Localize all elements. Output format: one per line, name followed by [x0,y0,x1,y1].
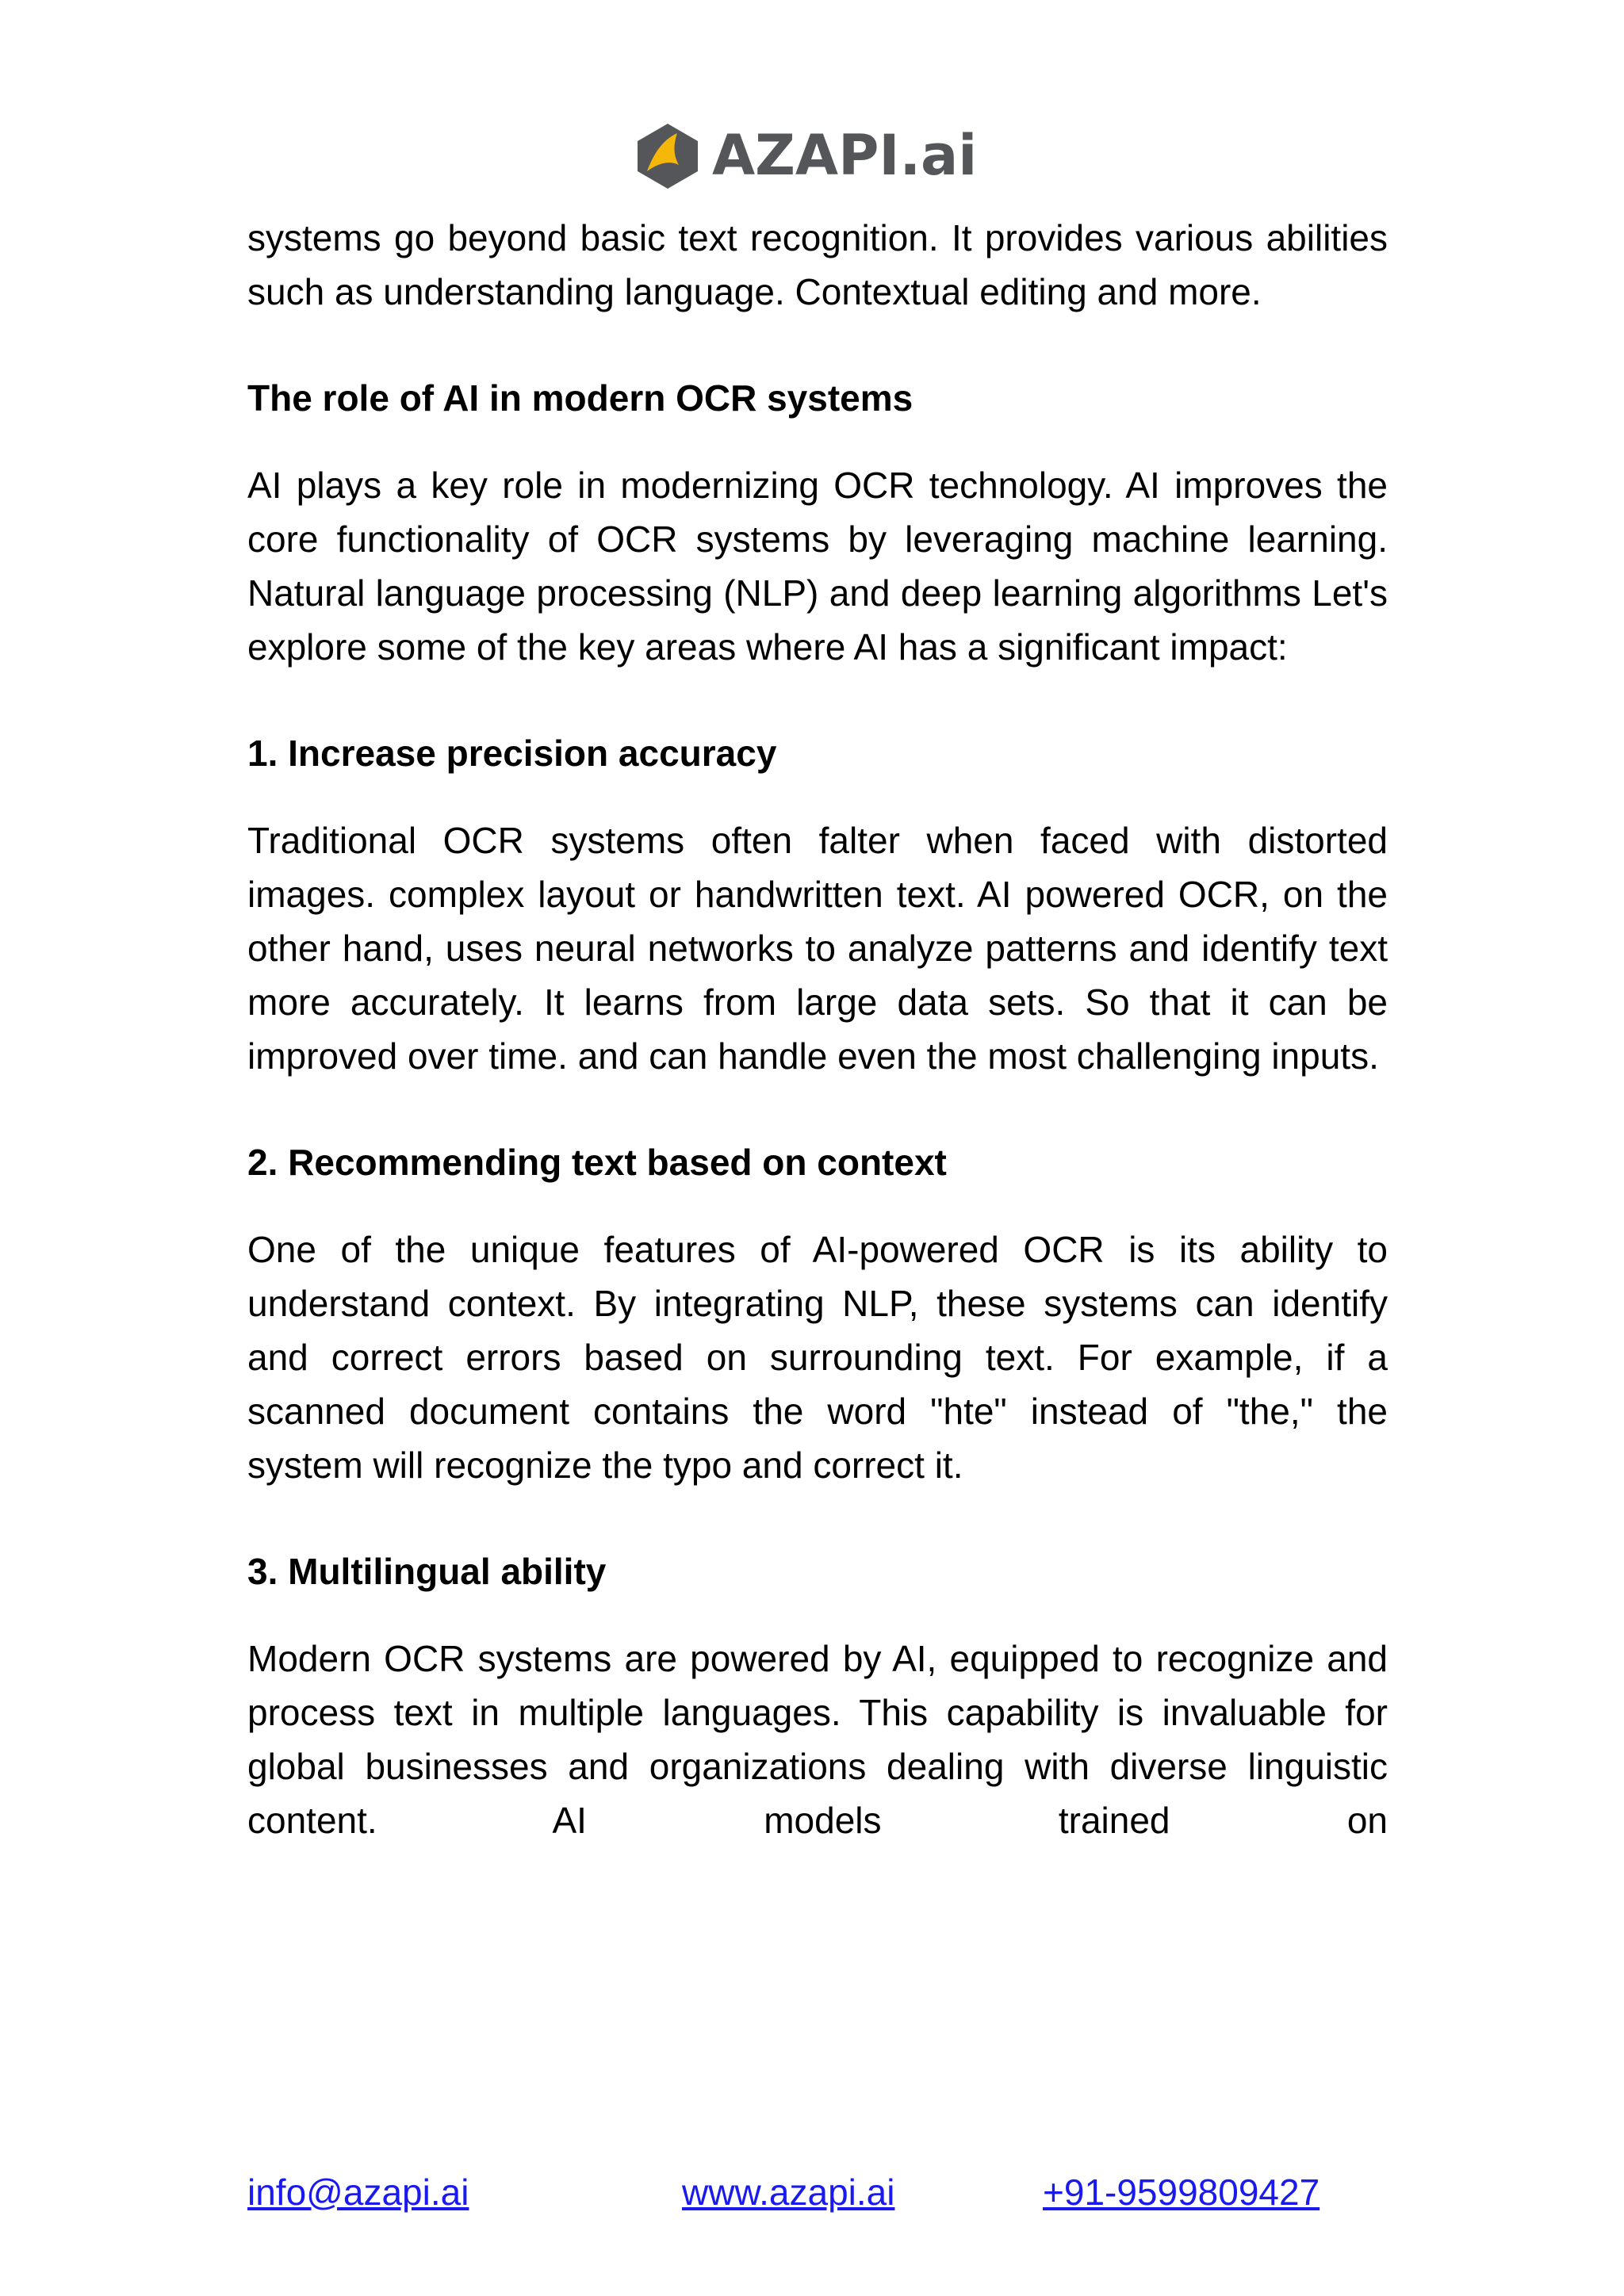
item-body-multilingual: Modern OCR systems are powered by AI, equipped to recognize and process text in multiple languages. This capability is invaluable for global businesses and organizations dealing with diverse linguistic content. AI models trained on [247,1638,1388,1841]
intro-paragraph: systems go beyond basic text recognition. It provides various abilities such as understanding language. Contextual editing and more. [247,217,1388,312]
item-body-context: One of the unique features of AI-powered OCR is its ability to understand context. By integrating NLP, these systems can identify and correct errors based on surrounding text. For example, if a scanned document contains the word "hte" instead of "the," the system will recognize the typo and correct it. [247,1229,1388,1486]
phone-link[interactable]: +91-9599809427 [1043,2172,1320,2213]
contact-footer [247,2164,1388,2220]
document-body [247,211,1388,1847]
brand-name: AZAPI.ai [712,123,978,188]
item-body-precision: Traditional OCR systems often falter when faced with distorted images. complex layout or handwritten text. AI powered OCR, on the other hand, uses neural networks to analyze patterns and identify text more accurately. It learns from large data sets. So that it can be improved over time. and can handle even the most challenging inputs. [247,820,1388,1077]
item-heading-multilingual: 3. Multilingual ability [247,1551,607,1592]
brand-logo [631,119,977,192]
item-heading-context: 2. Recommending text based on context [247,1142,947,1183]
section-paragraph: AI plays a key role in modernizing OCR technology. AI improves the core functionality of OCR systems by leveraging machine learning. Natural language processing (NLP) and deep learning algorithms Let's explore some of the key areas where AI has a significant impact: [247,465,1388,668]
item-heading-precision: 1. Increase precision accuracy [247,733,777,774]
email-link[interactable]: info@azapi.ai [247,2172,469,2213]
azapi-hexagon-logo-icon [631,119,704,192]
section-heading: The role of AI in modern OCR systems [247,377,914,419]
website-link[interactable]: www.azapi.ai [682,2172,895,2213]
